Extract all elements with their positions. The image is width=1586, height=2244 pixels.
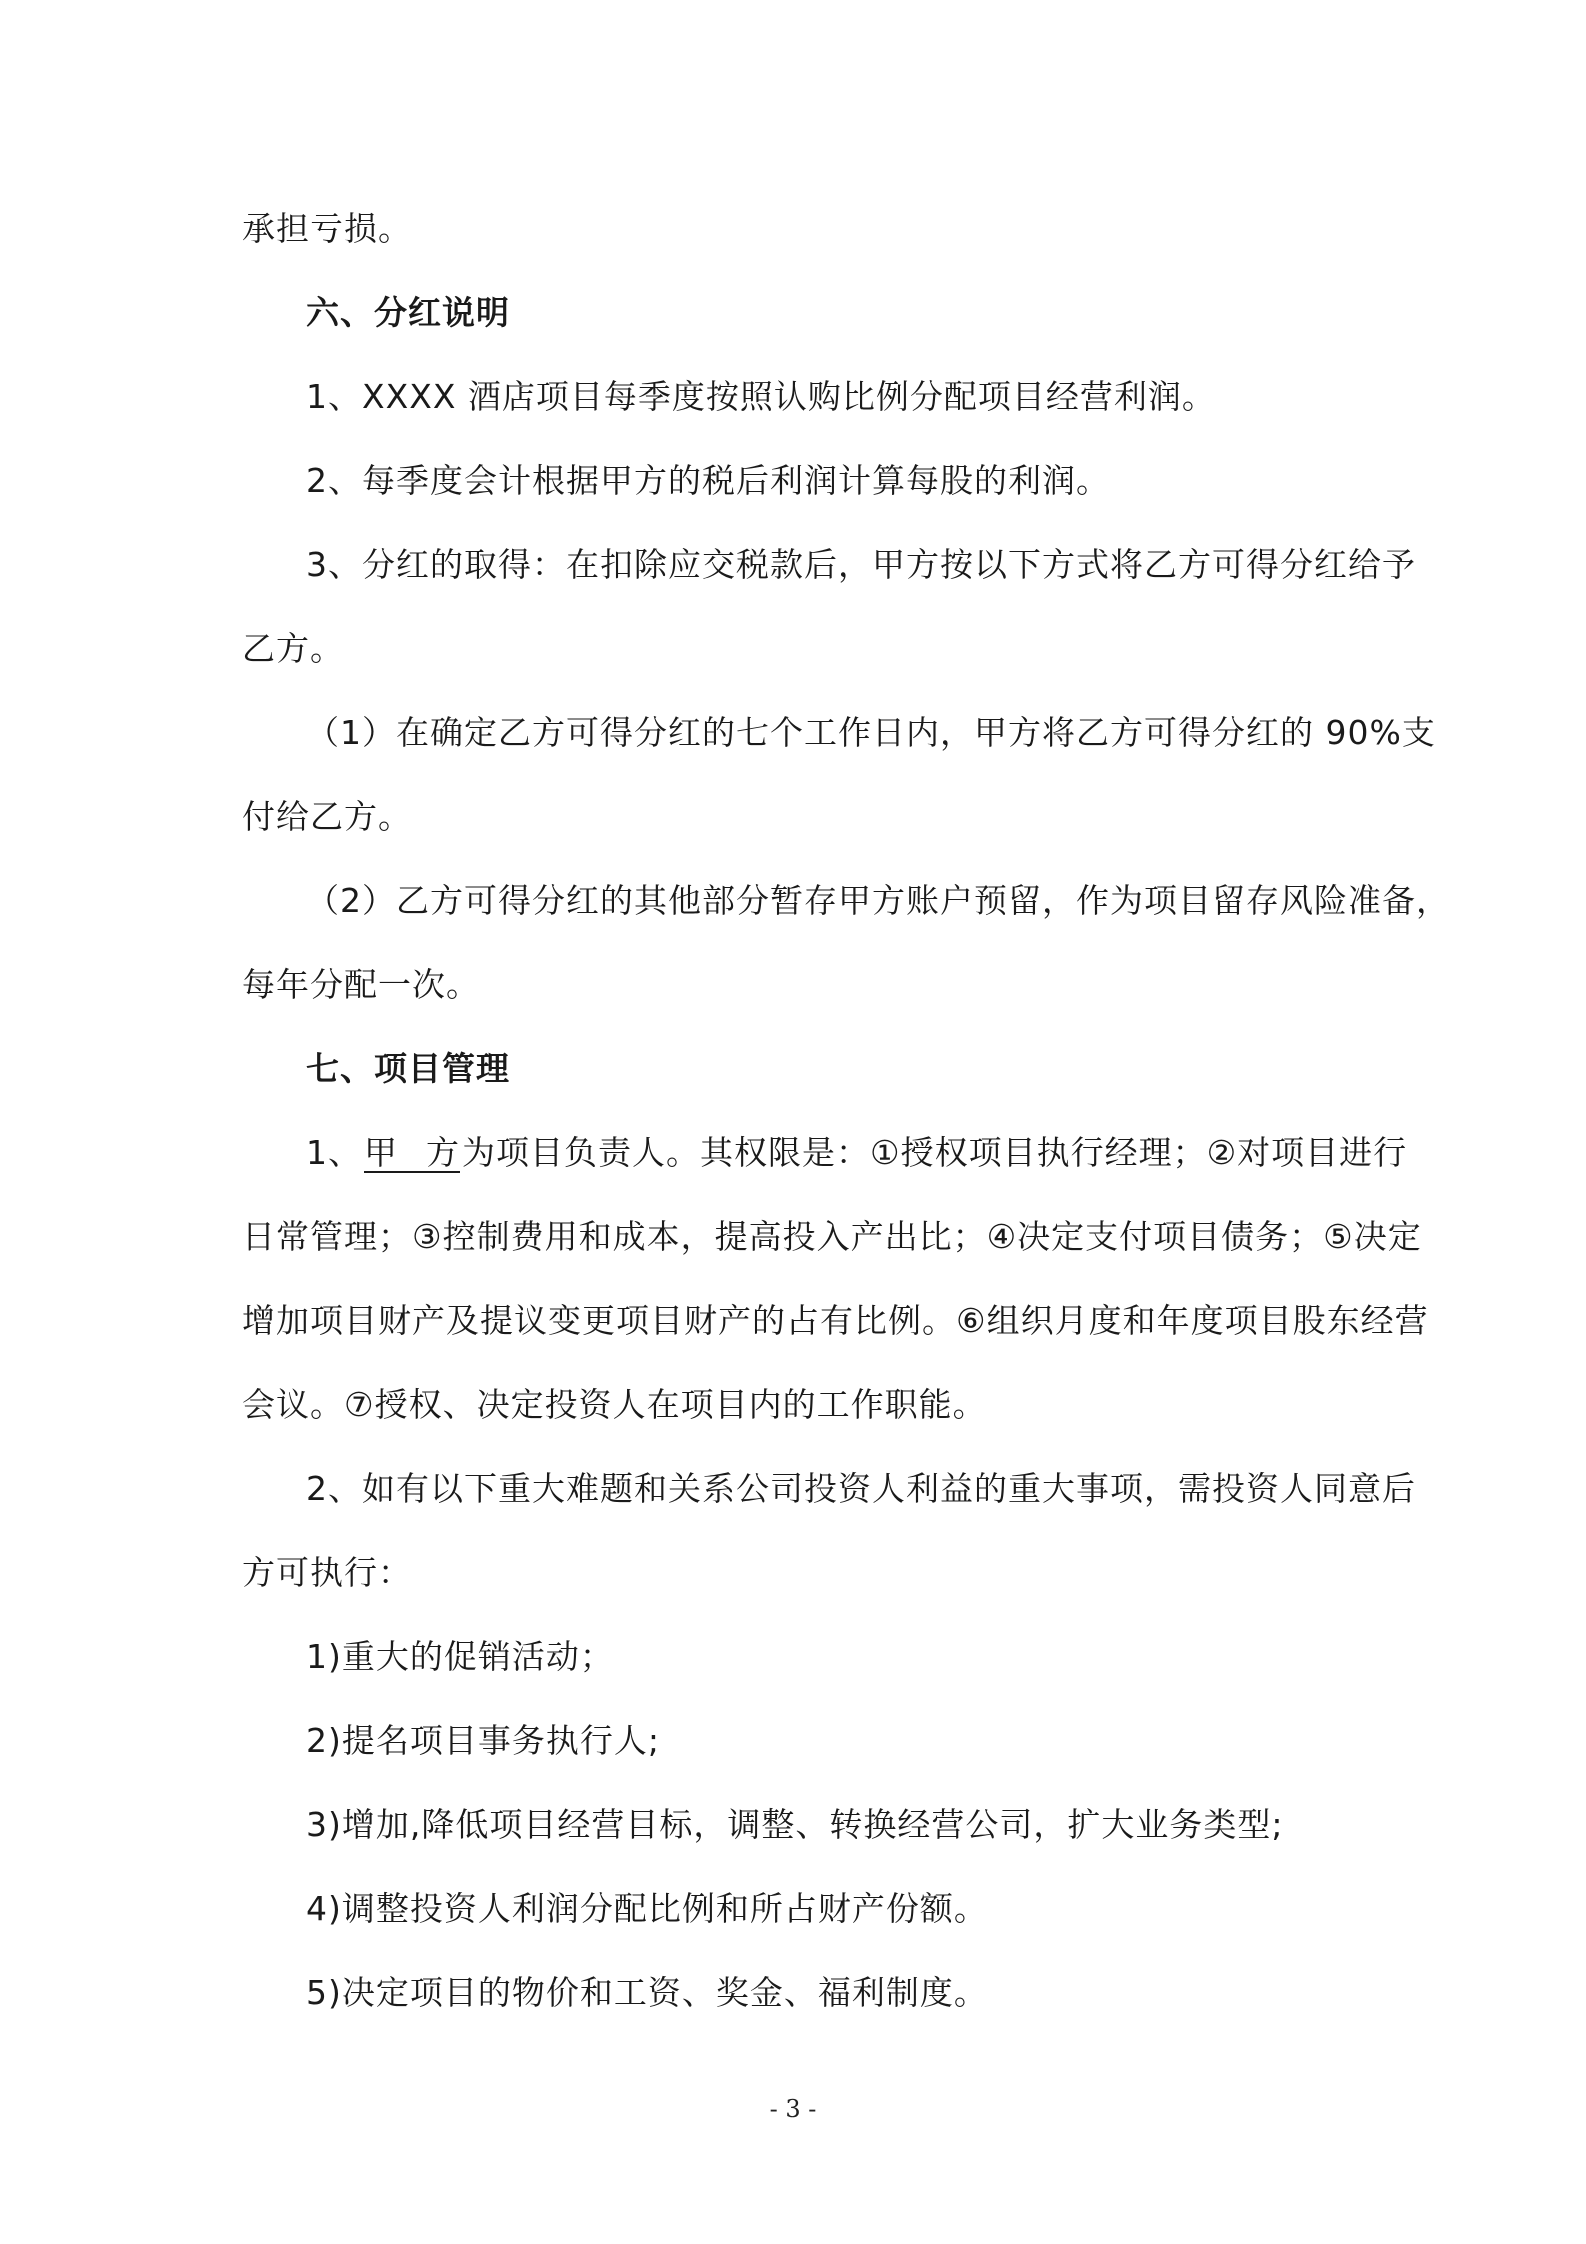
list-item: 3)增加,降低项目经营目标，调整、转换经营公司，扩大业务类型;	[306, 1805, 1284, 1844]
responsible-party-underlined: 甲方	[364, 1133, 460, 1172]
paragraph-line: （2）乙方可得分红的其他部分暂存甲方账户预留，作为项目留存风险准备，	[306, 881, 1450, 920]
paragraph-line: 每年分配一次。	[242, 965, 480, 1004]
paragraph-line: 乙方。	[242, 629, 344, 668]
list-item: 4)调整投资人利润分配比例和所占财产份额。	[306, 1889, 988, 1928]
list-item: 2)提名项目事务执行人;	[306, 1721, 660, 1760]
section-heading-dividend: 六、分红说明	[306, 293, 510, 332]
paragraph-line: 日常管理；③控制费用和成本，提高投入产出比；④决定支付项目债务；⑤决定	[242, 1217, 1422, 1256]
list-item: 1)重大的促销活动；	[306, 1637, 614, 1676]
paragraph-line: 1、XXXX 酒店项目每季度按照认购比例分配项目经营利润。	[306, 377, 1216, 416]
paragraph-line: 2、如有以下重大难题和关系公司投资人利益的重大事项，需投资人同意后	[306, 1469, 1416, 1508]
paragraph-line: 2、每季度会计根据甲方的税后利润计算每股的利润。	[306, 461, 1110, 500]
paragraph-line: 承担亏损。	[242, 209, 412, 248]
page-number: - 3 -	[769, 2095, 817, 2123]
paragraph-line: 方可执行：	[242, 1553, 412, 1592]
paragraph-line: （1）在确定乙方可得分红的七个工作日内，甲方将乙方可得分红的 90%支	[306, 713, 1436, 752]
paragraph-line	[306, 1133, 1408, 1173]
list-item: 5)决定项目的物价和工资、奖金、福利制度。	[306, 1973, 988, 2012]
paragraph-line: 3、分红的取得：在扣除应交税款后，甲方按以下方式将乙方可得分红给予	[306, 545, 1416, 584]
paragraph-line: 会议。⑦授权、决定投资人在项目内的工作职能。	[242, 1385, 987, 1424]
clause-text: 为项目负责人。其权限是：①授权项目执行经理；②对项目进行	[462, 1133, 1408, 1172]
paragraph-line: 增加项目财产及提议变更项目财产的占有比例。⑥组织月度和年度项目股东经营	[242, 1301, 1429, 1340]
section-heading-project-management: 七、项目管理	[306, 1049, 510, 1088]
paragraph-line: 付给乙方。	[242, 797, 412, 836]
clause-number: 1、	[306, 1133, 362, 1172]
